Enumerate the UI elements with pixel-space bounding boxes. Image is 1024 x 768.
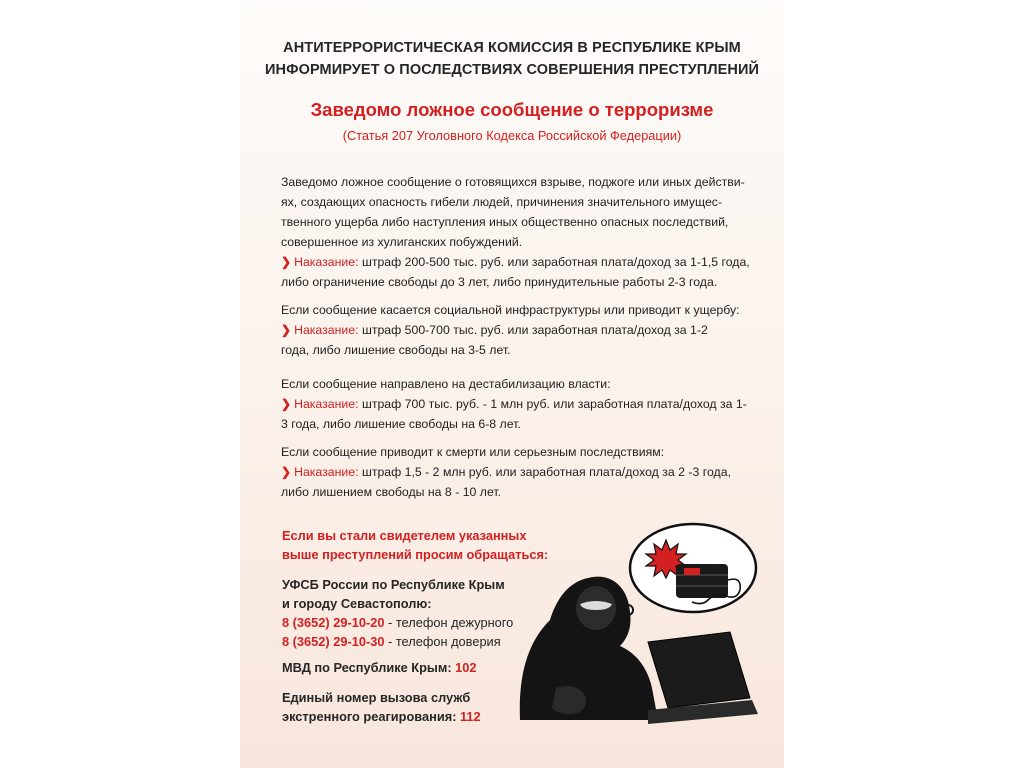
phone-trust-label: - телефон доверия	[384, 634, 501, 649]
hooded-figure-icon	[520, 577, 658, 720]
section-1-line: совершенное из хулиганских побуждений.	[281, 235, 523, 249]
phone-trust-number[interactable]: 8 (3652) 29-10-30	[282, 634, 385, 649]
section-1-line: ях, создающих опасность гибели людей, причинения значительного имущес-	[281, 195, 723, 209]
emergency-label: Единый номер вызова служб	[282, 690, 471, 705]
punishment-text: штраф 1,5 - 2 млн руб. или заработная плата/доход за 2 -3 года,	[361, 465, 731, 479]
fsb-name: УФСБ России по Республике Крым	[282, 577, 505, 592]
section-4	[281, 442, 751, 502]
punishment-continuation: либо лишением свободы на 8 - 10 лет.	[281, 485, 502, 499]
section-2-intro: Если сообщение касается социальной инфраструктуры или приводит к ущербу:	[281, 303, 740, 317]
punishment-label: Наказание:	[294, 465, 359, 479]
poster-title: Заведомо ложное сообщение о терроризме	[310, 99, 714, 120]
fsb-name: и городу Севастополю:	[282, 596, 432, 611]
punishment-label: Наказание:	[294, 323, 359, 337]
punishment-label: Наказание:	[294, 397, 359, 411]
punishment-line	[281, 394, 751, 414]
phone-duty-label: - телефон дежурного	[384, 615, 514, 630]
punishment-continuation: года, либо лишение свободы на 3-5 лет.	[281, 343, 511, 357]
section-2	[281, 300, 751, 360]
section-3	[281, 374, 751, 434]
punishment-line	[281, 320, 751, 340]
section-1-line: Заведомо ложное сообщение о готовящихся взрыве, поджоге или иных действи-	[281, 175, 745, 189]
appeal-line: Если вы стали свидетелем указанных	[282, 528, 527, 543]
section-4-intro: Если сообщение приводит к смерти или серьезным последствиям:	[281, 445, 665, 459]
poster-subtitle: (Статья 207 Уголовного Кодекса Российской Федерации)	[342, 128, 682, 143]
punishment-continuation: 3 года, либо лишение свободы на 6-8 лет.	[281, 417, 521, 431]
hacker-illustration	[498, 520, 768, 750]
punishment-text: штраф 500-700 тыс. руб. или заработная плата/доход за 1-2	[361, 323, 708, 337]
mvd-label: МВД по Республике Крым:	[282, 660, 456, 675]
section-1-line: твенного ущерба либо наступления иных общественно опасных последствий,	[281, 215, 729, 229]
punishment-text: штраф 200-500 тыс. руб. или заработная плата/доход за 1-1,5 года,	[361, 255, 750, 269]
punishment-label: Наказание:	[294, 255, 359, 269]
section-1	[281, 172, 751, 292]
punishment-line	[281, 252, 751, 272]
punishment-continuation: либо ограничение свободы до 3 лет, либо принудительные работы 2-3 года.	[281, 275, 718, 289]
emergency-label: экстренного реагирования:	[282, 709, 461, 724]
header-line-1: АНТИТЕРРОРИСТИЧЕСКАЯ КОМИССИЯ В РЕСПУБЛИКЕ КРЫМ	[283, 40, 741, 56]
punishment-line	[281, 462, 751, 482]
phone-duty-number[interactable]: 8 (3652) 29-10-20	[282, 615, 385, 630]
chevron-right-icon: ❯	[281, 323, 292, 337]
emergency-number[interactable]: 112	[460, 709, 481, 724]
section-3-intro: Если сообщение направлено на дестабилизацию власти:	[281, 377, 611, 391]
mvd-number[interactable]: 102	[455, 660, 477, 675]
poster	[240, 0, 784, 768]
chevron-right-icon: ❯	[281, 255, 292, 269]
punishment-text: штраф 700 тыс. руб. - 1 млн руб. или заработная плата/доход за 1-	[361, 397, 747, 411]
chevron-right-icon: ❯	[281, 465, 292, 479]
chevron-right-icon: ❯	[281, 397, 292, 411]
header-line-2: ИНФОРМИРУЕТ О ПОСЛЕДСТВИЯХ СОВЕРШЕНИЯ ПРЕСТУПЛЕНИЙ	[265, 62, 759, 78]
laptop-icon	[648, 632, 758, 724]
appeal-line: выше преступлений просим обращаться:	[282, 547, 549, 562]
